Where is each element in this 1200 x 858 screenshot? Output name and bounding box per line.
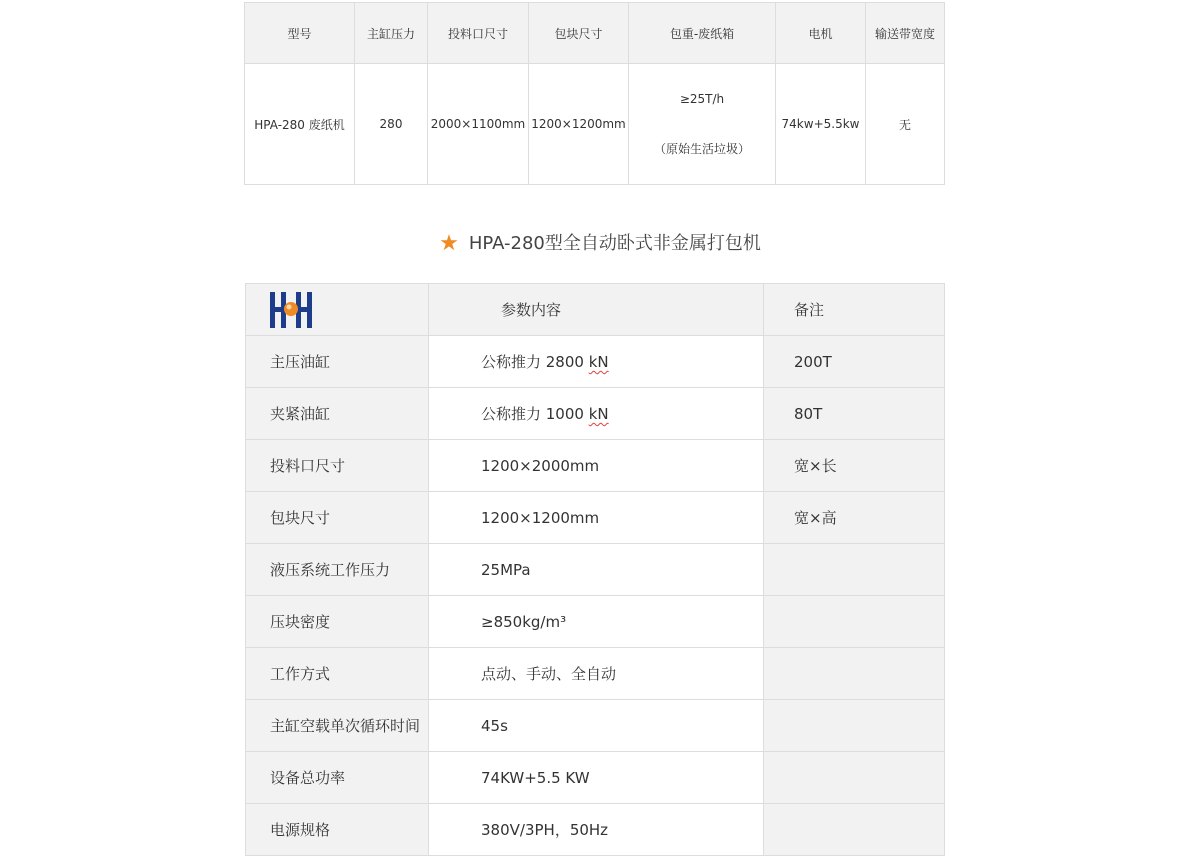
logo-cell	[246, 284, 429, 336]
summary-bale-size: 1200×1200mm	[529, 64, 629, 185]
spec-row	[246, 596, 945, 648]
summary-pressure: 280	[355, 64, 428, 185]
spec-name: 主压油缸	[246, 336, 429, 388]
spec-table	[245, 283, 945, 856]
section-title-text: HPA-280型全自动卧式非金属打包机	[468, 233, 761, 254]
summary-header-model: 型号	[245, 3, 355, 64]
spec-note	[764, 544, 945, 596]
section-title	[0, 229, 1200, 259]
spec-row	[246, 804, 945, 856]
spec-name: 电源规格	[246, 804, 429, 856]
summary-header-row	[245, 3, 945, 64]
spec-note	[764, 752, 945, 804]
summary-motor: 74kw+5.5kw	[776, 64, 866, 185]
summary-conveyor: 无	[866, 64, 945, 185]
spec-value: ≥850kg/m³	[429, 596, 764, 648]
spec-value: 74KW+5.5 KW	[429, 752, 764, 804]
spec-row	[246, 440, 945, 492]
spec-row	[246, 492, 945, 544]
spec-name: 主缸空载单次循环时间	[246, 700, 429, 752]
spec-note: 80T	[764, 388, 945, 440]
summary-header-motor: 电机	[776, 3, 866, 64]
spec-row	[246, 388, 945, 440]
spec-note: 宽×高	[764, 492, 945, 544]
spec-row	[246, 700, 945, 752]
spec-name: 压块密度	[246, 596, 429, 648]
spec-value: 45s	[429, 700, 764, 752]
summary-table	[244, 2, 945, 185]
spec-header-note: 备注	[764, 284, 945, 336]
spec-row	[246, 648, 945, 700]
summary-bale-weight-note: （原始生活垃圾）	[653, 141, 750, 156]
spec-value-text: 公称推力 1000	[481, 405, 589, 423]
spec-row	[246, 544, 945, 596]
summary-header-bale-weight: 包重-废纸箱	[629, 3, 776, 64]
spec-note: 200T	[764, 336, 945, 388]
spec-name: 夹紧油缸	[246, 388, 429, 440]
spec-note	[764, 700, 945, 752]
spec-value	[429, 388, 764, 440]
spec-row	[246, 752, 945, 804]
summary-model: HPA-280 废纸机	[245, 64, 355, 185]
spec-header-content: 参数内容	[429, 284, 764, 336]
star-icon: ★	[439, 231, 459, 256]
summary-header-bale-size: 包块尺寸	[529, 3, 629, 64]
summary-header-conveyor: 输送带宽度	[866, 3, 945, 64]
summary-bale-weight	[629, 64, 776, 185]
spec-value: 1200×2000mm	[429, 440, 764, 492]
spec-value: 点动、手动、全自动	[429, 648, 764, 700]
spec-name: 设备总功率	[246, 752, 429, 804]
spec-value-text: 公称推力 2800	[481, 353, 589, 371]
spec-name: 工作方式	[246, 648, 429, 700]
spec-row	[246, 336, 945, 388]
spec-note: 宽×长	[764, 440, 945, 492]
spec-value	[429, 336, 764, 388]
spec-value: 1200×1200mm	[429, 492, 764, 544]
spec-name: 投料口尺寸	[246, 440, 429, 492]
summary-data-row	[245, 64, 945, 185]
summary-header-feed-opening: 投料口尺寸	[428, 3, 529, 64]
spec-name: 包块尺寸	[246, 492, 429, 544]
company-logo-icon	[270, 292, 312, 328]
summary-feed-opening: 2000×1100mm	[428, 64, 529, 185]
spec-value-unit: kN	[588, 353, 609, 371]
spec-note	[764, 804, 945, 856]
spec-value-unit: kN	[588, 405, 609, 423]
spec-header-row	[246, 284, 945, 336]
spec-name: 液压系统工作压力	[246, 544, 429, 596]
spec-note	[764, 596, 945, 648]
summary-header-pressure: 主缸压力	[355, 3, 428, 64]
spec-value: 25MPa	[429, 544, 764, 596]
spec-value: 380V/3PH，50Hz	[429, 804, 764, 856]
summary-bale-weight-value: ≥25T/h	[679, 91, 725, 106]
spec-note	[764, 648, 945, 700]
